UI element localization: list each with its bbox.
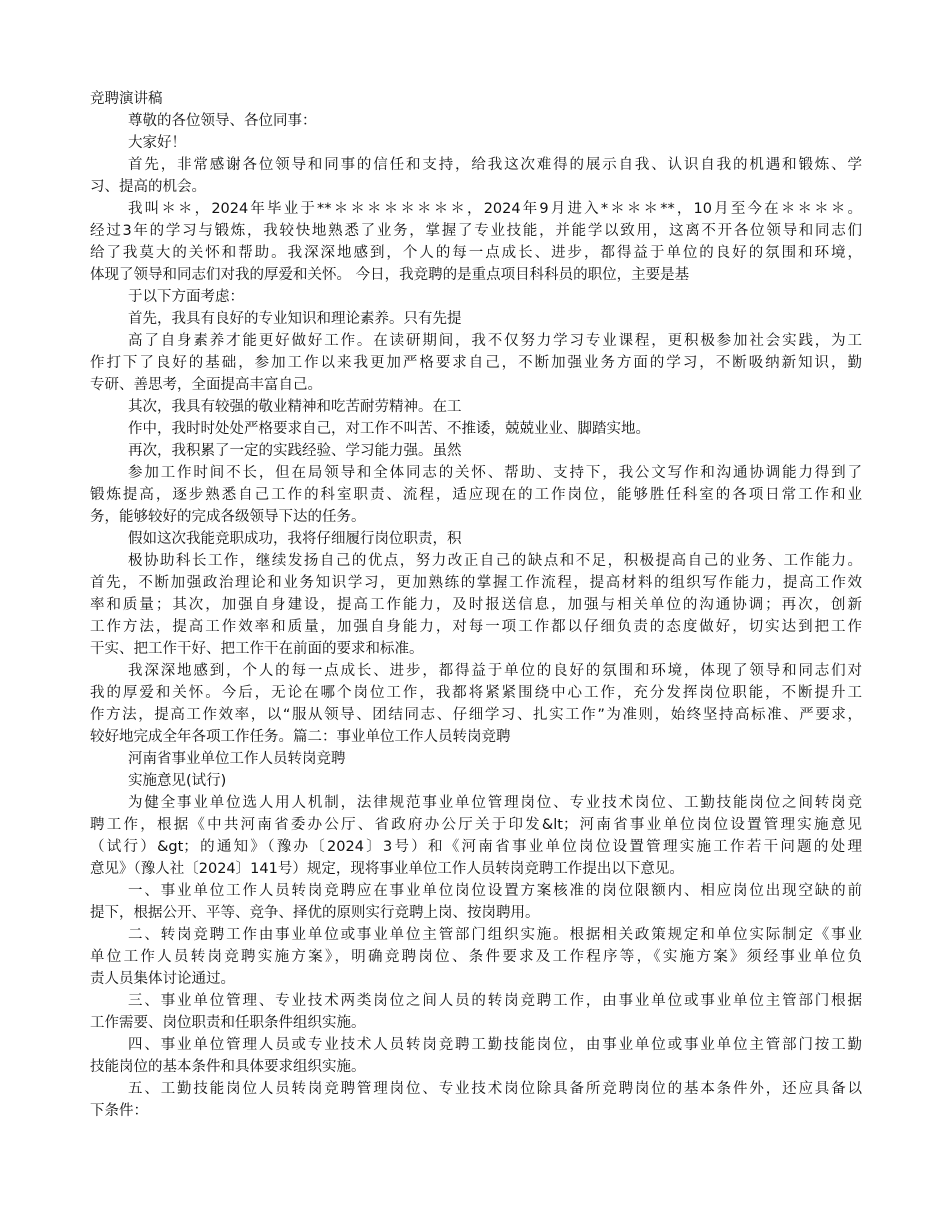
text-line: 首先，不断加强政治理论和业务知识学习，更加熟练的掌握工作流程，提高材料的组织写作能力，提高工作效 (90, 575, 862, 591)
text-line: 工作需要、岗位职责和任职条件组织实施。 (90, 1015, 366, 1031)
text-line: 于以下方面考虑： (128, 289, 244, 305)
text-line: 体现了领导和同志们对我的厚爱和关怀。 今日，我竞聘的是重点项目科科员的职位，主要是基 (90, 267, 690, 283)
text-line: 为健全事业单位选人用人机制，法律规范事业单位管理岗位、专业技术岗位、工勤技能岗位之间转岗竞 (128, 795, 862, 811)
document-page (90, 88, 862, 1122)
text-line: 四、事业单位管理人员或专业技术人员转岗竞聘工勤技能岗位，由事业单位或事业单位主管部门按工勤 (128, 1037, 862, 1053)
text-line: 我深深地感到，个人的每一点成长、进步，都得益于单位的良好的氛围和环境，体现了领导和同志们对 (128, 663, 862, 679)
section-subheading: 实施意见(试行) (128, 773, 227, 789)
text-line: 提下，根据公开、平等、竞争、择优的原则实行竞聘上岗、按岗聘用。 (90, 905, 540, 921)
text-line: 参加工作时间不长，但在局领导和全体同志的关怀、帮助、支持下，我公文写作和沟通协调能力得到了 (128, 465, 862, 481)
text-line: 五、工勤技能岗位人员转岗竞聘管理岗位、专业技术岗位除具备所竞聘岗位的基本条件外，还应具备以 (128, 1081, 862, 1097)
text-line: 我的厚爱和关怀。今后，无论在哪个岗位工作，我都将紧紧围绕中心工作，充分发挥岗位职能，不断提升工 (90, 685, 862, 701)
text-line: 首先，我具有良好的专业知识和理论素养。只有先提 (128, 311, 462, 327)
text-line: 三、事业单位管理、专业技术两类岗位之间人员的转岗竞聘工作，由事业单位或事业单位主管部门根据 (128, 993, 862, 1009)
text-line: 干实、把工作干好、把工作干在前面的要求和标准。 (90, 641, 424, 657)
text-line: 较好地完成全年各项工作任务。篇二：事业单位工作人员转岗竞聘 (90, 729, 511, 745)
text-line: 技能岗位的基本条件和具体要求组织实施。 (90, 1059, 366, 1075)
text-line: 我叫＊＊，2024年毕业于**＊＊＊＊＊＊＊＊，2024年9月进入*＊＊＊**，10月至今在＊＊＊＊。 (128, 201, 862, 217)
text-line: 率和质量；其次，加强自身建设，提高工作能力，及时报送信息，加强与相关单位的沟通协调；再次，创新 (90, 597, 862, 613)
text-line: 单位工作人员转岗竞聘实施方案》，明确竞聘岗位、条件要求及工作程序等，《实施方案》须经事业单位负 (90, 949, 862, 965)
text-line: （试行）&gt；的通知》（豫办〔2024〕3号）和《河南省事业单位岗位设置管理实施工作若干问题的处理 (90, 839, 862, 855)
text-line: 作打下了良好的基础，参加工作以来我更加严格要求自己，不断加强业务方面的学习，不断吸纳新知识，勤 (90, 355, 862, 371)
text-line: 工作方法，提高工作效率和质量，加强自身能力，对每一项工作都以仔细负责的态度做好，切实达到把工作 (90, 619, 862, 635)
text-line: 意见》（豫人社〔2024〕141号）规定，现将事业单位工作人员转岗竞聘工作提出以下意见。 (90, 861, 684, 877)
text-line: 给了我莫大的关怀和帮助。我深深地感到，个人的每一点成长、进步，都得益于单位的良好的氛围和环境， (90, 245, 862, 261)
text-line: 一、事业单位工作人员转岗竞聘应在事业单位岗位设置方案核准的岗位限额内、相应岗位出现空缺的前 (128, 883, 862, 899)
text-line: 经过3年的学习与锻炼，我较快地熟悉了业务，掌握了专业技能，并能学以致用，这离不开各位领导和同志们 (90, 223, 862, 239)
text-line: 作方法，提高工作效率，以“服从领导、团结同志、仔细学习、扎实工作”为准则，始终坚持高标准、严要求， (90, 707, 862, 723)
text-line: 假如这次我能竞职成功，我将仔细履行岗位职责，积 (128, 531, 462, 547)
text-line: 其次，我具有较强的敬业精神和吃苦耐劳精神。在工 (128, 399, 462, 415)
text-line: 专研、善思考，全面提高丰富自己。 (90, 377, 322, 393)
text-line: 二、转岗竞聘工作由事业单位或事业单位主管部门组织实施。根据相关政策规定和单位实际制定《事业 (128, 927, 862, 943)
text-line: 大家好！ (128, 135, 186, 151)
text-line: 聘工作，根据《中共河南省委办公厅、省政府办公厅关于印发&lt；河南省事业单位岗位设置管理实施意见 (90, 817, 862, 833)
text-line: 作中，我时时处处严格要求自己，对工作不叫苦、不推诿，兢兢业业、脚踏实地。 (128, 421, 650, 437)
text-line: 锻炼提高，逐步熟悉自己工作的科室职责、流程，适应现在的工作岗位，能够胜任科室的各项日常工作和业 (90, 487, 862, 503)
doc-title: 竞聘演讲稿 (90, 91, 163, 107)
section-heading: 河南省事业单位工作人员转岗竞聘 (128, 751, 346, 767)
text-line: 习、提高的机会。 (90, 179, 206, 195)
text-line: 极协助科长工作，继续发扬自己的优点，努力改正自己的缺点和不足，积极提高自己的业务、工作能力。 (128, 553, 862, 569)
text-line: 下条件： (90, 1103, 148, 1119)
text-line: 责人员集体讨论通过。 (90, 971, 235, 987)
text-line: 高了自身素养才能更好做好工作。在读研期间，我不仅努力学习专业课程，更积极参加社会实践，为工 (128, 333, 862, 349)
text-line: 务，能够较好的完成各级领导下达的任务。 (90, 509, 366, 525)
text-line: 首先，非常感谢各位领导和同事的信任和支持，给我这次难得的展示自我、认识自我的机遇和锻炼、学 (128, 157, 862, 173)
text-line: 尊敬的各位领导、各位同事： (128, 113, 317, 129)
text-line: 再次，我积累了一定的实践经验、学习能力强。虽然 (128, 443, 462, 459)
